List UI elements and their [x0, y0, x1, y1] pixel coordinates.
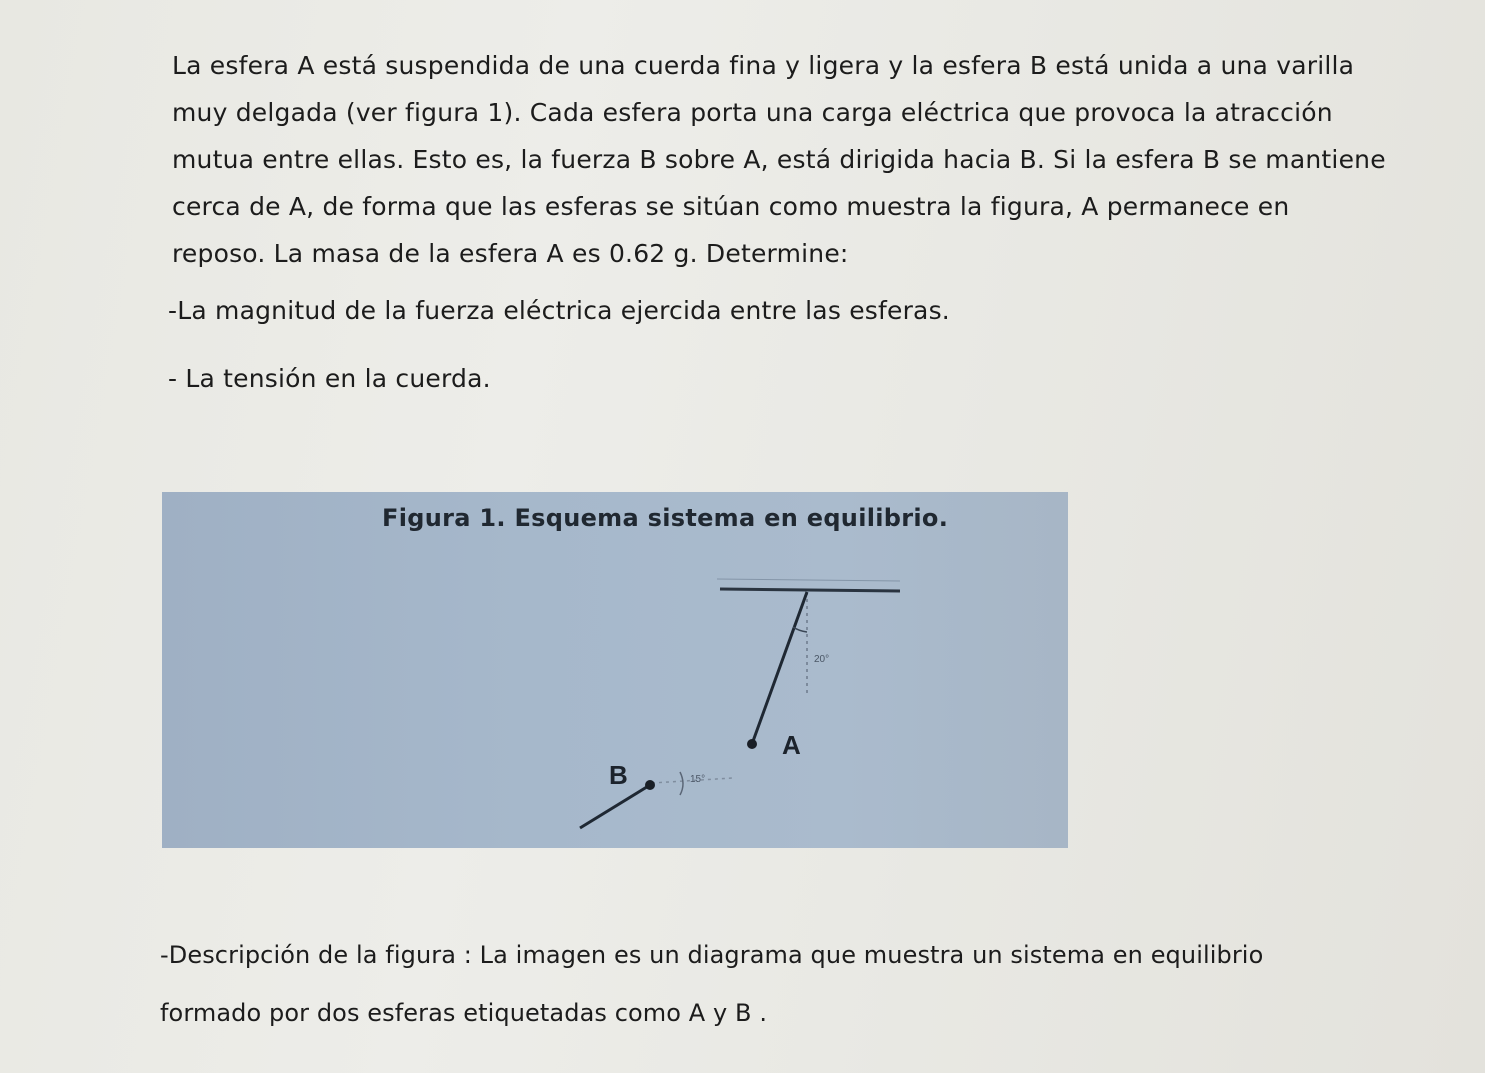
- string: [752, 592, 807, 744]
- ceiling-support-shadow: [717, 579, 900, 581]
- sphere-b: [645, 780, 655, 790]
- description-line: -Descripción de la figura : La imagen es un diagrama que muestra un sistema en equilibrio: [160, 941, 1264, 969]
- figure-1: [162, 492, 1068, 848]
- problem-line: cerca de A, de forma que las esferas se sitúan como muestra la figura, A permanece en: [172, 192, 1290, 221]
- angle-arc-string: [793, 627, 807, 632]
- figure-title: Figura 1. Esquema sistema en equilibrio.: [382, 504, 949, 532]
- angle-arc-rod: [680, 772, 683, 795]
- description-line: formado por dos esferas etiquetadas como A y B .: [160, 999, 768, 1027]
- problem-line: reposo. La masa de la esfera A es 0.62 g. Determine:: [172, 239, 849, 268]
- figure-description: [160, 926, 1450, 1042]
- ceiling-support: [720, 589, 900, 591]
- task-tension: - La tensión en la cuerda.: [168, 364, 491, 393]
- task-electric-force: -La magnitud de la fuerza eléctrica ejercida entre las esferas.: [168, 296, 950, 325]
- problem-line: muy delgada (ver figura 1). Cada esfera porta una carga eléctrica que provoca la atracción: [172, 98, 1333, 127]
- equilibrium-diagram: [162, 492, 1068, 848]
- problem-line: La esfera A está suspendida de una cuerda fina y ligera y la esfera B está unida a una varilla: [172, 51, 1355, 80]
- angle-label-string: 20°: [814, 654, 830, 665]
- problem-statement: [172, 42, 1462, 277]
- problem-line: mutua entre ellas. Esto es, la fuerza B sobre A, está dirigida hacia B. Si la esfera B se mantiene: [172, 145, 1386, 174]
- sphere-a: [747, 739, 757, 749]
- angle-label-rod: 15°: [690, 774, 706, 785]
- label-b: B: [609, 760, 628, 790]
- rod: [580, 785, 650, 828]
- label-a: A: [782, 730, 801, 760]
